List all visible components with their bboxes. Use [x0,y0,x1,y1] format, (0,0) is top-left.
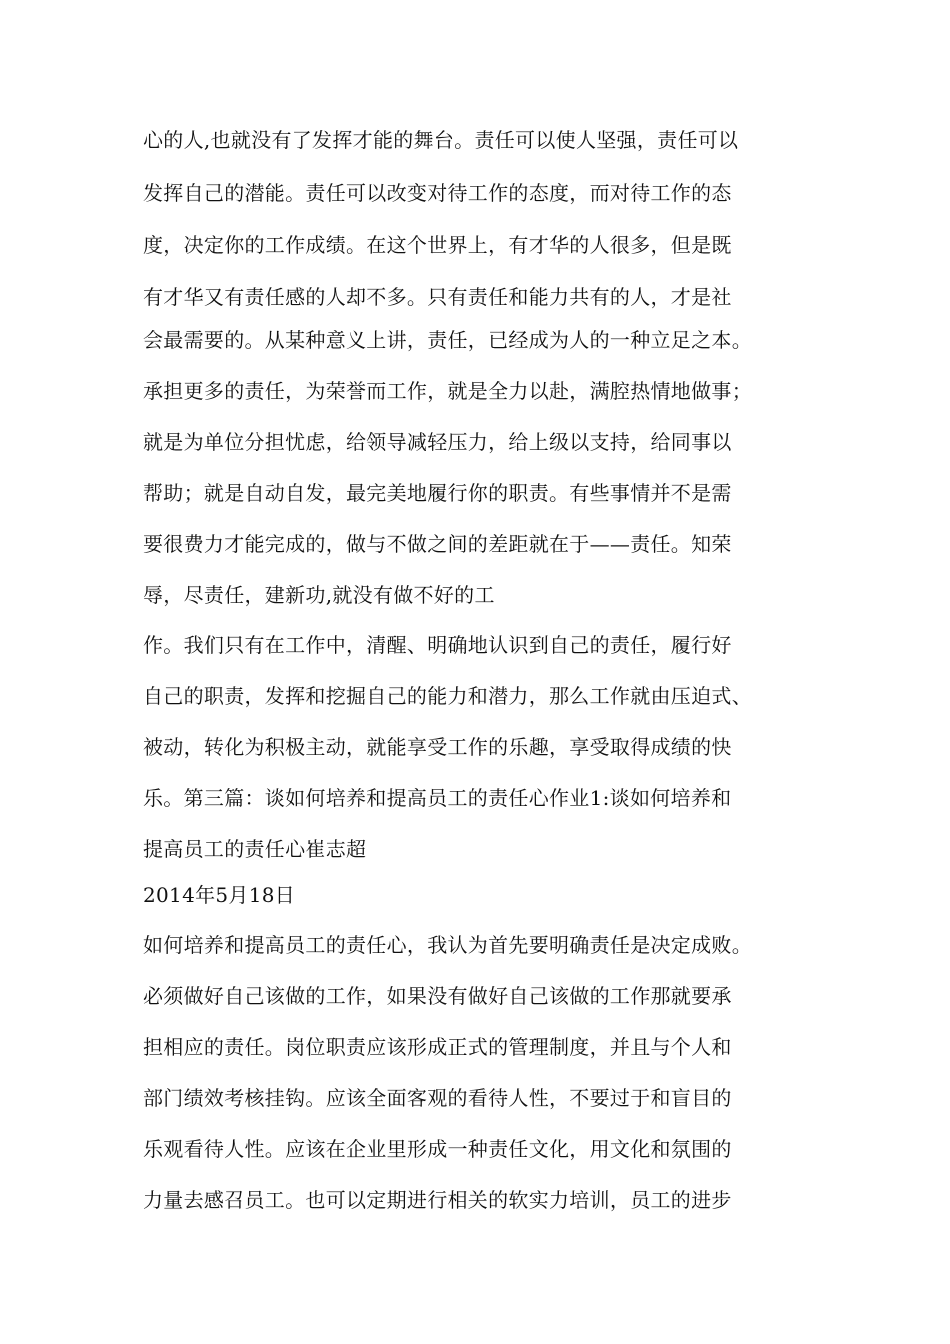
text-line: 部门绩效考核挂钩。应该全面客观的看待人性，不要过于和盲目的 [143,1086,732,1110]
text-line: 度，决定你的工作成绩。在这个世界上，有才华的人很多，但是既 [143,233,732,257]
text-line: 担相应的责任。岗位职责应该形成正式的管理制度，并且与个人和 [143,1035,732,1059]
text-line: 会最需要的。从某种意义上讲，责任，已经成为人的一种立足之本。 [143,328,752,352]
text-line: 如何培养和提高员工的责任心，我认为首先要明确责任是决定成败。 [143,933,752,957]
text-line: 发挥自己的潜能。责任可以改变对待工作的态度，而对待工作的态 [143,181,732,205]
text-line: 力量去感召员工。也可以定期进行相关的软实力培训，员工的进步 [143,1188,732,1212]
text-line: 乐。第三篇：谈如何培养和提高员工的责任心作业1:谈如何培养和 [143,786,732,810]
text-line: 辱，尽责任，建新功,就没有做不好的工 [143,583,495,607]
text-line: 被动，转化为积极主动，就能享受工作的乐趣，享受取得成绩的快 [143,735,732,759]
text-line: 作。我们只有在工作中，清醒、明确地认识到自己的责任，履行好 [143,633,732,657]
text-line: 有才华又有责任感的人却不多。只有责任和能力共有的人，才是社 [143,285,732,309]
text-line: 乐观看待人性。应该在企业里形成一种责任文化，用文化和氛围的 [143,1137,732,1161]
text-line: 就是为单位分担忧虑，给领导减轻压力，给上级以支持，给同事以 [143,430,732,454]
text-line: 自己的职责，发挥和挖掘自己的能力和潜力，那么工作就由压迫式、 [143,684,752,708]
text-line: 承担更多的责任，为荣誉而工作，就是全力以赴，满腔热情地做事； [143,379,752,403]
text-line: 要很费力才能完成的，做与不做之间的差距就在于——责任。知荣 [143,532,732,556]
text-line: 必须做好自己该做的工作，如果没有做好自己该做的工作那就要承 [143,984,732,1008]
text-line: 帮助；就是自动自发，最完美地履行你的职责。有些事情并不是需 [143,481,732,505]
text-line: 提高员工的责任心崔志超 [143,837,367,861]
date-line: 2014年5月18日 [143,883,296,907]
text-line: 心的人,也就没有了发挥才能的舞台。责任可以使人坚强，责任可以 [143,128,739,152]
